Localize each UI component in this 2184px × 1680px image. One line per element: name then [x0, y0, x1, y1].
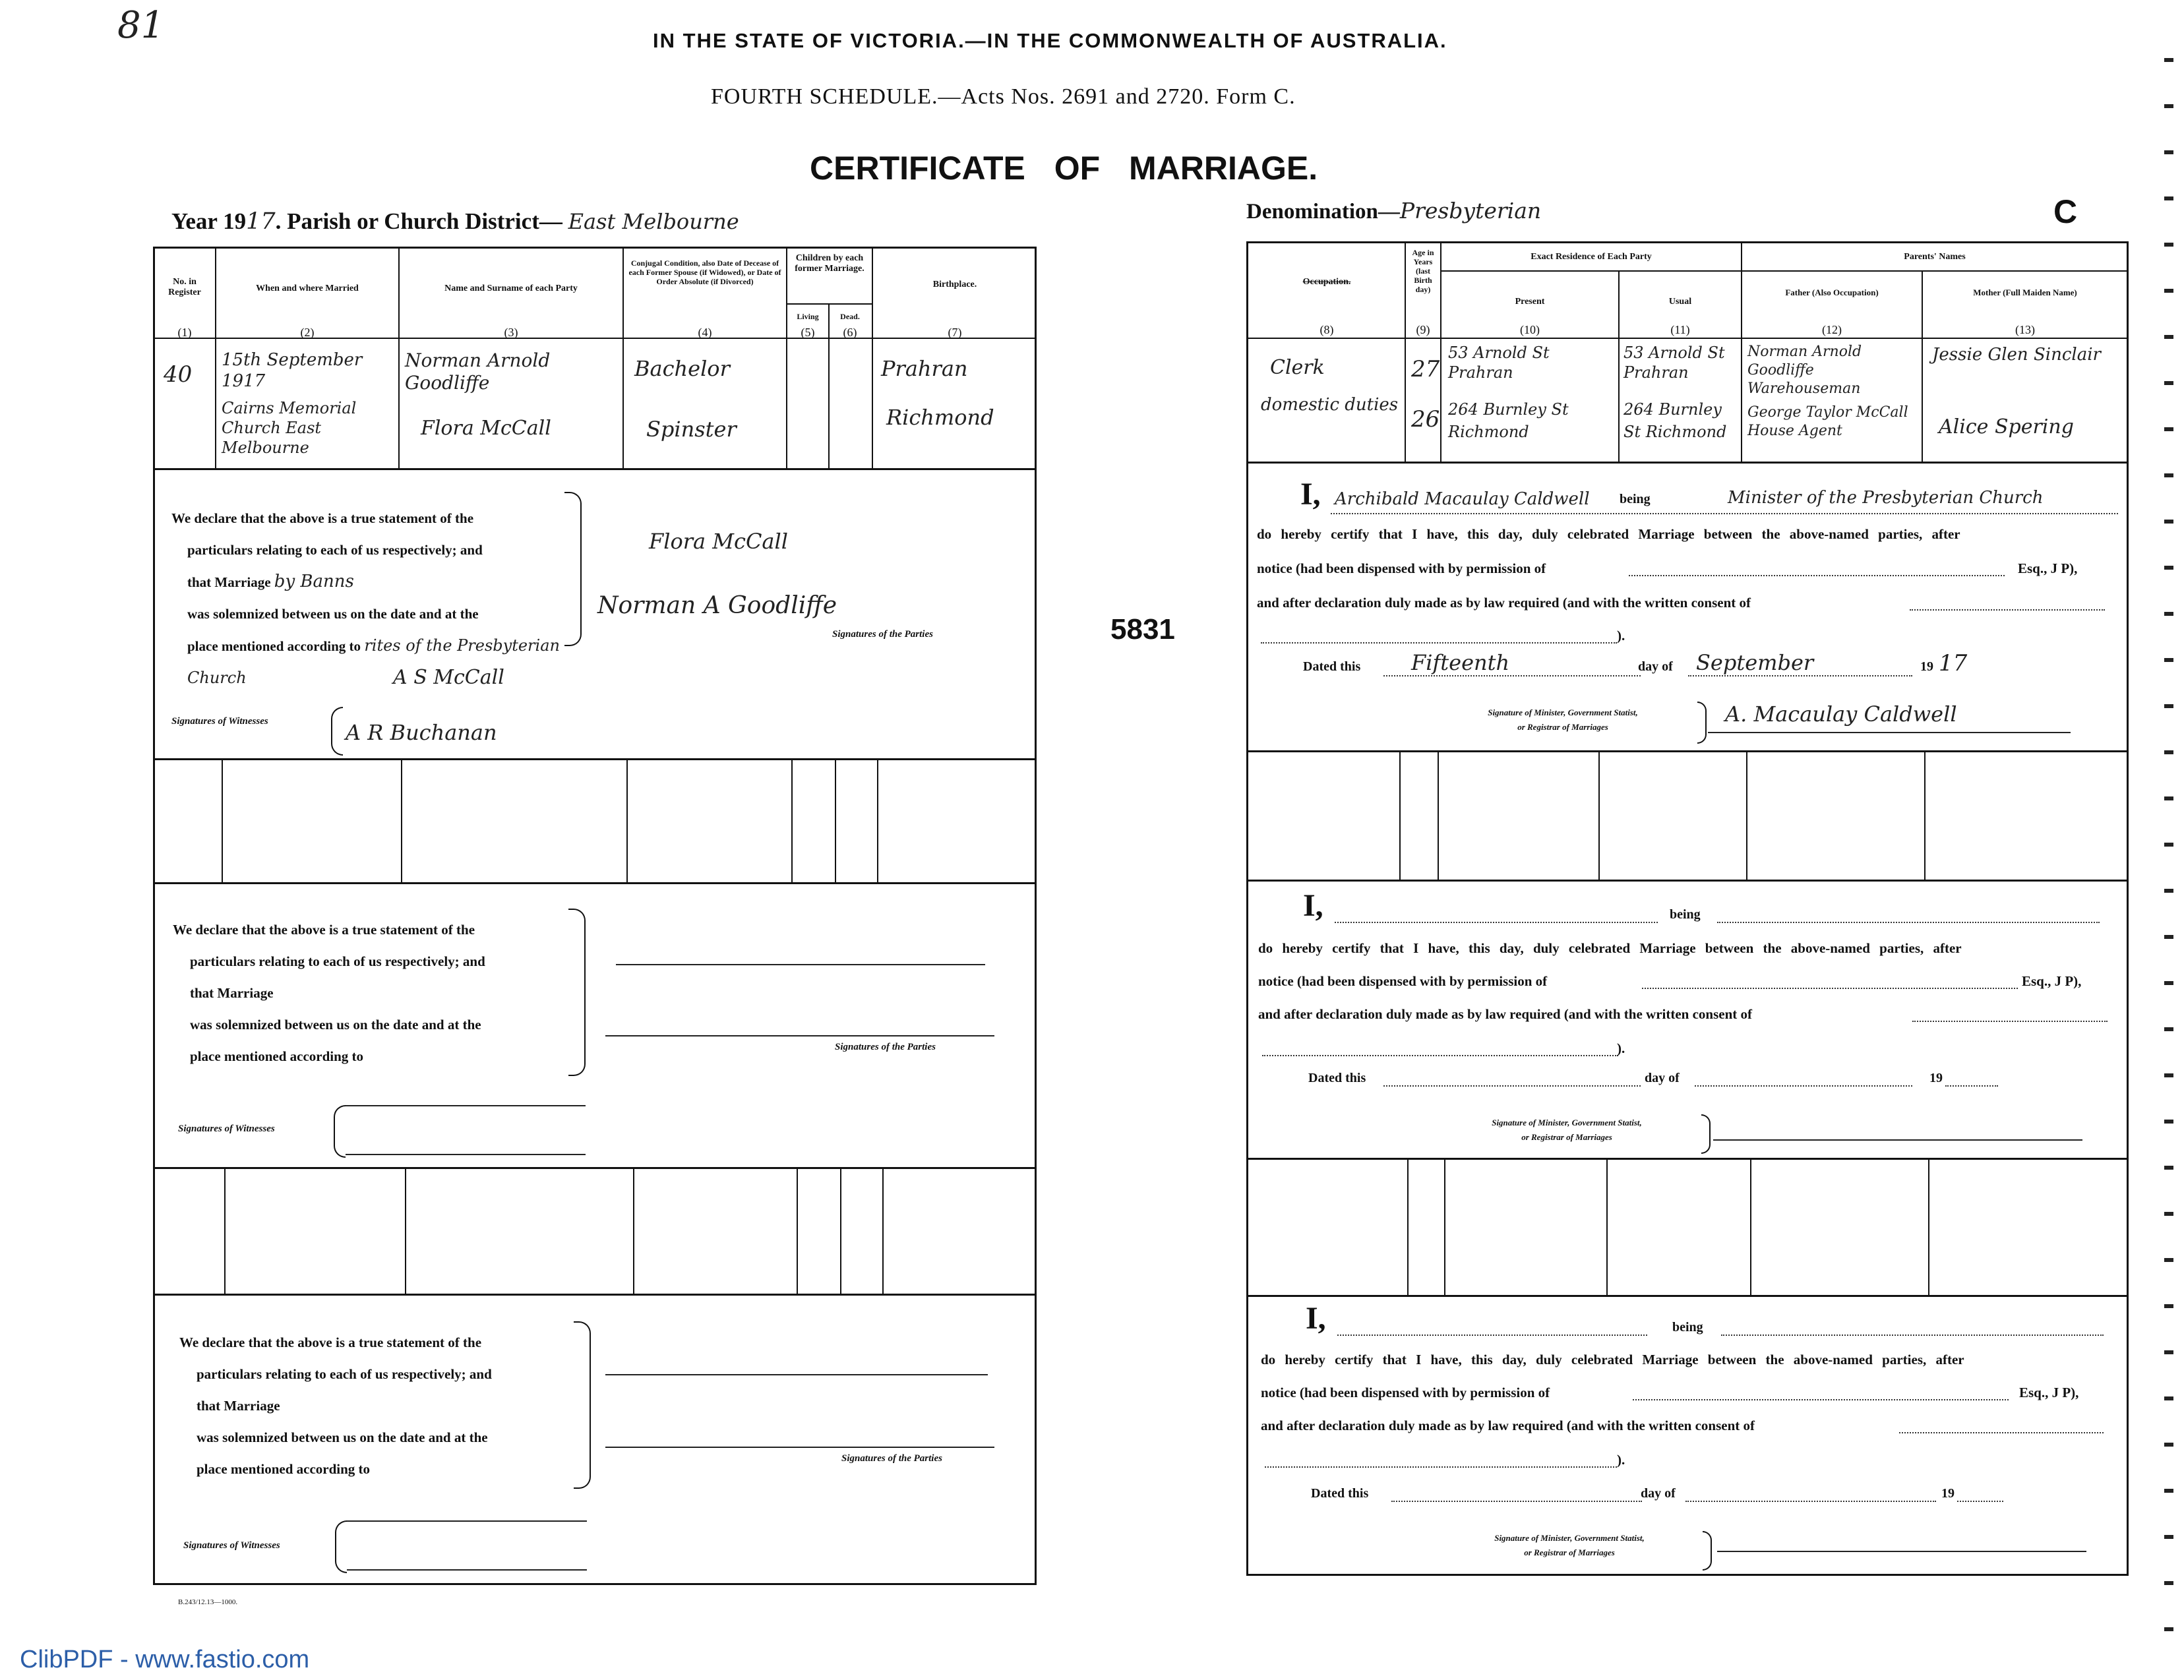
col-head-name: Name and Surname of each Party	[444, 284, 578, 293]
cert2-i: I,	[1303, 888, 1323, 923]
cert3-line-1: do hereby certify that I have, this day, duly celebrated Marriage between the above-named parties, after	[1261, 1352, 1964, 1367]
col-head-age: Age in Years (last Birth day)	[1412, 248, 1434, 294]
col-head-when-where: When and where Married	[256, 284, 359, 293]
state-line: IN THE STATE OF VICTORIA.—IN THE COMMONWEALTH OF AUSTRALIA.	[653, 29, 1447, 52]
form-letter: C	[2053, 193, 2078, 230]
cert1-i: I,	[1300, 477, 1321, 512]
cert3-sig-brace	[1703, 1531, 1712, 1571]
col-head-dead: Dead.	[840, 312, 860, 321]
denomination-label: Denomination—	[1246, 200, 1400, 224]
col-head-living: Living	[797, 312, 819, 321]
denomination-value: Presbyterian	[1399, 198, 1542, 224]
cert3-esq: Esq., J P),	[2019, 1385, 2079, 1400]
col-head-birthplace: Birthplace.	[932, 280, 977, 289]
entry-groom-father: Norman Arnold Goodliffe Warehouseman	[1747, 344, 1862, 397]
cert3-line-3: and after declaration duly made as by law required (and with the written consent of	[1261, 1418, 1755, 1433]
decl3-line-5: place mentioned according to	[197, 1461, 371, 1477]
col-num-1: (1)	[177, 326, 192, 339]
cert2-sig-label-1: Signature of Minister, Government Statist,	[1492, 1118, 1642, 1127]
entry-groom-birthplace: Prahran	[881, 356, 968, 381]
entry-date: 15th September 1917	[222, 350, 363, 391]
col-head-present: Present	[1515, 297, 1545, 307]
decl1-witness-bracket	[331, 707, 343, 756]
cert3-i: I,	[1306, 1301, 1326, 1336]
entry-bride-condition: Spinster	[646, 417, 737, 442]
parish-label: . Parish or Church District—	[275, 208, 562, 234]
cert3-dated: Dated this	[1311, 1486, 1369, 1501]
entry-bride-father: George Taylor McCall House Agent	[1747, 404, 1908, 439]
decl1-witness-1: A S McCall	[393, 666, 504, 689]
cert1-year: 17	[1939, 650, 1968, 676]
cert1-month: September	[1696, 650, 1814, 675]
cert1-sig-label-1: Signature of Minister, Government Statist,	[1488, 707, 1638, 717]
cert2-close: ).	[1617, 1040, 1625, 1056]
register-stamp: 5831	[1110, 613, 1175, 645]
decl3-line-1: We declare that the above is a true statement of the	[179, 1335, 482, 1350]
cert1-sig-label-2: or Registrar of Marriages	[1517, 722, 1608, 732]
col-head-conjugal: Conjugal Condition, also Date of Decease of each Former Spouse (if Widowed), or Date of Order Absolute (if Divorced)	[628, 258, 781, 286]
decl-line-3: that Marriage	[187, 574, 271, 590]
entry-groom-name: Norman Arnold Goodliffe	[405, 349, 551, 394]
declaration-1-text	[171, 502, 580, 694]
entry-bride-present: 264 Burnley St Richmond	[1448, 400, 1569, 441]
cert1-esq: Esq., J P),	[2018, 560, 2078, 576]
decl3-parties-label: Signatures of the Parties	[841, 1453, 942, 1464]
entry-groom-mother: Jessie Glen Sinclair	[1932, 345, 2101, 365]
cert1-nineteen: 19	[1920, 659, 1933, 674]
entry-groom-occupation: Clerk	[1270, 356, 1325, 379]
cert2-line-1: do hereby certify that I have, this day, duly celebrated Marriage between the above-named parties, after	[1258, 940, 1962, 956]
col-num-13: (13)	[2015, 323, 2035, 336]
cert2-nineteen: 19	[1929, 1071, 1943, 1085]
page-title: CERTIFICATE OF MARRIAGE.	[810, 150, 1318, 187]
entry-register-no: 40	[164, 361, 193, 388]
cert3-sig-label-1: Signature of Minister, Government Statist,	[1494, 1533, 1645, 1543]
scan-edge-marks	[2164, 40, 2173, 1648]
col-head-children: Children by each former Marriage.	[795, 253, 864, 274]
cert2-line-3: and after declaration duly made as by law required (and with the written consent of	[1258, 1006, 1753, 1022]
cert1-signature: A. Macaulay Caldwell	[1725, 702, 1957, 727]
decl3-witness-label: Signatures of Witnesses	[183, 1540, 280, 1551]
margin-mark: 81	[117, 4, 165, 47]
cert3-sig-label-2: or Registrar of Marriages	[1524, 1547, 1615, 1557]
cert2-dated: Dated this	[1308, 1071, 1366, 1085]
decl2-line-1: We declare that the above is a true statement of the	[173, 922, 475, 938]
decl3-line-2: particulars relating to each of us respectively; and	[197, 1366, 492, 1382]
decl1-witness-label: Signatures of Witnesses	[171, 716, 268, 727]
decl3-line-3: that Marriage	[197, 1398, 280, 1414]
entry-bride-usual: 264 Burnley St Richmond	[1623, 400, 1727, 441]
watermark: ClibPDF - www.fastio.com	[20, 1646, 310, 1673]
col-num-12: (12)	[1822, 323, 1842, 336]
cert1-name: Archibald Macaulay Caldwell	[1335, 489, 1590, 509]
col-num-6: (6)	[843, 326, 857, 339]
decl1-brace	[564, 492, 582, 646]
decl2-line-4: was solemnized between us on the date and at the	[190, 1017, 481, 1033]
decl-line-2: particulars relating to each of us respectively; and	[187, 542, 483, 558]
cert3-being: being	[1672, 1320, 1703, 1335]
col-head-occupation: Occupation.	[1302, 277, 1351, 287]
col-num-11: (11)	[1670, 323, 1690, 336]
decl2-witness-label: Signatures of Witnesses	[178, 1124, 275, 1134]
cert1-sig-label	[1431, 705, 1695, 735]
decl2-line-3: that Marriage	[190, 985, 274, 1001]
year-field	[171, 208, 739, 235]
cert2-being: being	[1670, 907, 1701, 922]
entry-bride-name: Flora McCall	[421, 417, 551, 440]
col-num-3: (3)	[504, 326, 518, 339]
decl2-witness-bracket	[334, 1105, 346, 1158]
cert3-day-of: day of	[1641, 1486, 1676, 1501]
cert3-close: ).	[1617, 1452, 1625, 1468]
cert1-line-3: and after declaration duly made as by law required (and with the written consent of	[1257, 595, 1751, 611]
cert3-line-2: notice (had been dispensed with by permission of	[1261, 1385, 1550, 1400]
entry-bride-occupation: domestic duties	[1261, 395, 1399, 415]
denomination-field	[1246, 198, 1541, 224]
col-head-usual: Usual	[1668, 297, 1692, 307]
cert2-day-of: day of	[1645, 1071, 1680, 1085]
decl2-parties-label: Signatures of the Parties	[835, 1042, 936, 1052]
col-head-father: Father (Also Occupation)	[1785, 287, 1879, 297]
col-num-7: (7)	[948, 326, 962, 339]
entry-groom-usual: 53 Arnold St Prahran	[1623, 344, 1725, 382]
decl3-witness-bracket	[335, 1520, 347, 1573]
year-label: Year 19	[171, 208, 247, 234]
entry-bride-mother: Alice Spering	[1939, 415, 2074, 438]
decl3-brace	[574, 1321, 591, 1489]
entry-bride-birthplace: Richmond	[886, 405, 994, 430]
decl1-rites: rites of the Presbyterian Church	[187, 636, 560, 687]
declaration-3-text	[179, 1327, 588, 1485]
decl-line-4: was solemnized between us on the date and at the	[187, 606, 479, 622]
entry-bride-age: 26	[1411, 406, 1440, 433]
cert1-role: Minister of the Presbyterian Church	[1728, 488, 2044, 508]
parish-value: East Melbourne	[568, 209, 739, 234]
col-num-9: (9)	[1416, 323, 1430, 336]
col-num-2: (2)	[300, 326, 315, 339]
cert3-sig-label	[1438, 1531, 1701, 1560]
cert1-being: being	[1620, 492, 1651, 506]
decl1-marriage-by: by Banns	[274, 572, 354, 591]
cert1-day: Fifteenth	[1411, 650, 1510, 675]
cert3-nineteen: 19	[1941, 1486, 1955, 1501]
col-num-5: (5)	[801, 326, 815, 339]
col-head-residence: Exact Residence of Each Party	[1531, 252, 1652, 262]
col-head-parents: Parents' Names	[1904, 252, 1966, 262]
cert1-line-1: do hereby certify that I have, this day, duly celebrated Marriage between the above-named parties, after	[1257, 526, 1960, 542]
decl1-sig-bride: Flora McCall	[649, 529, 788, 554]
decl3-line-4: was solemnized between us on the date and at the	[197, 1429, 488, 1445]
cert2-esq: Esq., J P),	[2022, 973, 2082, 989]
cert1-line-2: notice (had been dispensed with by permission of	[1257, 560, 1546, 576]
decl1-witness-2: A R Buchanan	[346, 720, 497, 745]
print-code: B.243/12.13—1000.	[178, 1598, 238, 1606]
cert1-sig-brace	[1697, 702, 1707, 744]
declaration-2-text	[173, 914, 582, 1072]
entry-place: Cairns Memorial Church East Melbourne	[222, 399, 357, 457]
cert2-sig-label	[1435, 1116, 1699, 1145]
decl2-line-5: place mentioned according to	[190, 1048, 364, 1064]
entry-groom-present: 53 Arnold St Prahran	[1448, 344, 1550, 382]
col-num-10: (10)	[1520, 323, 1540, 336]
decl-line-1: We declare that the above is a true statement of the	[171, 510, 474, 526]
cert2-line-2: notice (had been dispensed with by permission of	[1258, 973, 1548, 989]
year-value: 17	[246, 208, 276, 235]
cert1-close: ).	[1617, 628, 1625, 644]
cert2-sig-brace	[1701, 1114, 1711, 1154]
cert1-dated: Dated this	[1303, 659, 1361, 674]
schedule-line: FOURTH SCHEDULE.—Acts Nos. 2691 and 2720. Form C.	[711, 84, 1296, 109]
col-head-register-no: No. in Register	[168, 277, 201, 297]
col-num-8: (8)	[1320, 323, 1334, 336]
cert2-sig-label-2: or Registrar of Marriages	[1521, 1132, 1612, 1142]
decl1-sig-groom: Norman A Goodliffe	[597, 592, 837, 619]
entry-groom-age: 27	[1411, 356, 1440, 382]
decl2-brace	[568, 909, 586, 1076]
col-num-4: (4)	[698, 326, 712, 339]
decl1-parties-label: Signatures of the Parties	[832, 629, 933, 640]
entry-groom-condition: Bachelor	[634, 356, 730, 381]
cert1-day-of: day of	[1638, 659, 1673, 674]
col-head-mother: Mother (Full Maiden Name)	[1973, 287, 2077, 297]
decl-line-5: place mentioned according to	[187, 638, 361, 654]
decl2-line-2: particulars relating to each of us respectively; and	[190, 953, 485, 969]
